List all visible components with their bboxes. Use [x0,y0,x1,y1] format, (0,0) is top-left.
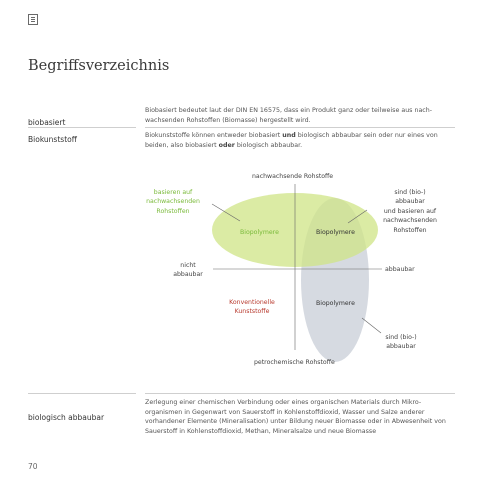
axis-right-label: abbaubar [385,266,415,273]
definition-divider [145,127,455,128]
page-title: Begriffsverzeichnis [28,58,170,74]
term-biologisch-abbaubar: biologisch abbaubar [28,413,105,422]
grey-ellipse-label: Biopolymere [316,300,355,307]
callout-right-bottom: sind (bio-) abbaubar [385,334,417,351]
callout-line-right-bottom [362,318,381,333]
term-divider [28,127,136,128]
definition-biokunststoff: Biokunststoffe können entweder biobasiert und biologisch abbaubar sein oder nur eines von beiden, also biobasiert oder biologisch abbaubar. [145,132,438,149]
overlap-label: Biopolymere [316,229,355,236]
term-biobasiert: biobasiert [28,118,66,127]
definition-biologisch-abbaubar: Zerlegung einer chemischen Verbindung oder eines organischen Materials durch Mikro-organismen in Gegenwart von Sauerstoff in Kohlenstoffdioxid, Wasser und Salze anderer vorhandener Elemente (Mineralisation) unter Bildung neuer Biomasse oder in Abwesenheit von Sauerstoff in Kohlenstoffdioxid, Methan, Mineralsalze und neue Biomasse [145,399,446,435]
document-icon [28,14,38,25]
term-divider [28,393,136,394]
definition-divider [145,393,455,394]
axis-bottom-label: petrochemische Rohstoffe [254,359,335,366]
axis-top-label: nachwachsende Rohstoffe [252,173,334,180]
conventional-plastics-label: Konventionelle Kunststoffe [229,299,275,316]
green-ellipse-label: Biopolymere [240,229,279,236]
page-number: 70 [28,462,38,471]
definition-biobasiert: Biobasiert bedeutet laut der DIN EN 16575, dass ein Produkt ganz oder teilweise aus nach-wachsenden Rohstoffen (Biomasse) hergestellt wird. [145,107,433,124]
bioplastics-diagram [140,170,460,375]
axis-left-label: nicht abbaubar [173,262,203,279]
callout-right-top: sind (bio-) abbaubar und basieren auf nachwachsenden Rohstoffen [383,189,437,234]
term-biokunststoff: Biokunststoff [28,135,77,144]
callout-green: basieren auf nachwachsenden Rohstoffen [146,189,200,215]
